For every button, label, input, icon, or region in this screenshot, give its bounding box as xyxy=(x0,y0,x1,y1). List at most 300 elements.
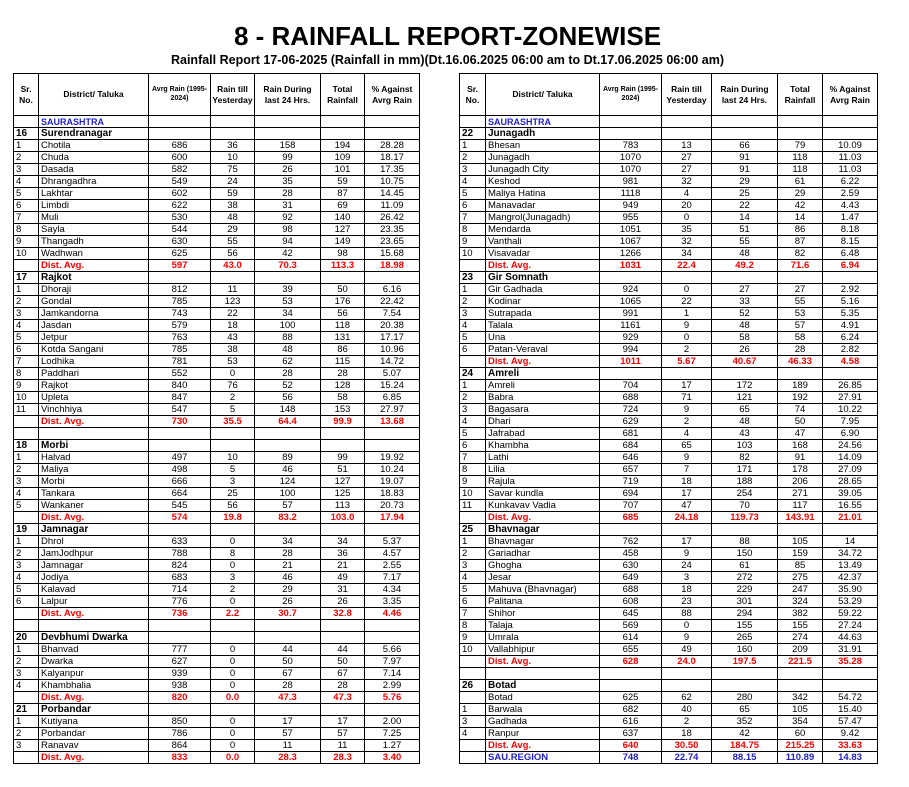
rain-during-cell: 172 xyxy=(712,380,778,392)
rain-during-cell: 98 xyxy=(255,224,321,236)
report-subtitle: Rainfall Report 17-06-2025 (Rainfall in mm)(Dt.16.06.2025 06:00 am to Dt.17.06.2025 06:00 am) xyxy=(170,53,725,67)
rain-till-cell: 0 xyxy=(211,668,255,680)
taluka-name: Junagadh City xyxy=(486,164,600,176)
sr-cell: 2 xyxy=(460,296,486,308)
taluka-row xyxy=(460,536,878,548)
taluka-row xyxy=(460,608,878,620)
total-cell: 118 xyxy=(778,152,823,164)
rain-during-cell: 49.2 xyxy=(712,260,778,272)
taluka-row xyxy=(14,236,420,248)
pct-cell: 18.83 xyxy=(365,488,420,500)
avg-rain-cell: 1070 xyxy=(600,164,662,176)
rain-during-cell: 42 xyxy=(255,248,321,260)
sr-cell xyxy=(14,752,39,764)
district-header-row xyxy=(460,680,878,692)
pct-cell: 2.82 xyxy=(823,344,878,356)
avg-rain-cell: 569 xyxy=(600,620,662,632)
taluka-row xyxy=(460,728,878,740)
sr-cell: 5 xyxy=(460,428,486,440)
taluka-name: Dhoraji xyxy=(39,284,149,296)
zone-empty-cell xyxy=(321,116,365,128)
pct-cell: 35.90 xyxy=(823,584,878,596)
taluka-name: Kotda Sangani xyxy=(39,344,149,356)
pct-cell: 5.37 xyxy=(365,536,420,548)
sr-cell: 7 xyxy=(460,608,486,620)
avg-rain-cell: 1065 xyxy=(600,296,662,308)
rain-till-cell: 7 xyxy=(662,464,712,476)
district-empty-cell xyxy=(321,704,365,716)
avg-rain-cell: 736 xyxy=(149,608,211,620)
taluka-name: Gir Gadhada xyxy=(486,284,600,296)
district-empty-cell xyxy=(255,440,321,452)
rain-during-cell: 26 xyxy=(712,344,778,356)
rain-during-cell: 46 xyxy=(255,464,321,476)
sr-cell: 5 xyxy=(14,584,39,596)
sr-cell: 6 xyxy=(14,344,39,356)
total-cell: 189 xyxy=(778,380,823,392)
total-cell: 105 xyxy=(778,704,823,716)
district-empty-cell xyxy=(321,440,365,452)
district-empty-cell xyxy=(321,524,365,536)
rain-till-cell: 38 xyxy=(211,344,255,356)
taluka-name: Dist. Avg. xyxy=(39,608,149,620)
rain-during-cell: 22 xyxy=(712,200,778,212)
avg-rain-cell: 694 xyxy=(600,488,662,500)
blank-cell xyxy=(460,668,486,680)
avg-rain-cell: 633 xyxy=(149,536,211,548)
rain-till-cell: 10 xyxy=(211,152,255,164)
district-empty-cell xyxy=(778,680,823,692)
rain-during-cell: 30.7 xyxy=(255,608,321,620)
pct-cell: 1.27 xyxy=(365,740,420,752)
rain-till-cell: 24 xyxy=(211,176,255,188)
avg-rain-cell: 707 xyxy=(600,500,662,512)
col-rain-during: Rain During last 24 Hrs. xyxy=(255,74,321,116)
avg-rain-cell: 785 xyxy=(149,296,211,308)
rain-till-cell: 22 xyxy=(211,308,255,320)
avg-rain-cell: 788 xyxy=(149,548,211,560)
district-empty-cell xyxy=(662,128,712,140)
sr-cell: 1 xyxy=(14,452,39,464)
district-empty-cell xyxy=(823,680,878,692)
rain-till-cell: 88 xyxy=(662,608,712,620)
taluka-row xyxy=(14,536,420,548)
sr-cell: 1 xyxy=(460,704,486,716)
sr-cell: 5 xyxy=(14,500,39,512)
avg-rain-cell: 582 xyxy=(149,164,211,176)
sr-cell: 3 xyxy=(14,164,39,176)
rain-during-cell: 83.2 xyxy=(255,512,321,524)
avg-rain-cell: 602 xyxy=(149,188,211,200)
avg-rain-cell: 645 xyxy=(600,608,662,620)
pct-cell: 10.75 xyxy=(365,176,420,188)
taluka-row xyxy=(460,224,878,236)
rain-till-cell: 24.0 xyxy=(662,656,712,668)
avg-rain-cell: 730 xyxy=(149,416,211,428)
rain-during-cell: 11 xyxy=(255,740,321,752)
total-cell: 131 xyxy=(321,332,365,344)
rain-during-cell: 62 xyxy=(255,356,321,368)
taluka-name: Gondal xyxy=(39,296,149,308)
pct-cell: 23.35 xyxy=(365,224,420,236)
rain-during-cell: 48 xyxy=(712,416,778,428)
district-empty-cell xyxy=(712,128,778,140)
avg-rain-cell: 785 xyxy=(149,344,211,356)
taluka-name: Gariadhar xyxy=(486,548,600,560)
rain-till-cell: 0 xyxy=(211,728,255,740)
avg-rain-cell: 629 xyxy=(600,416,662,428)
taluka-name: Jasdan xyxy=(39,320,149,332)
zone-row xyxy=(460,116,878,128)
taluka-name: Manavadar xyxy=(486,200,600,212)
rain-during-cell: 254 xyxy=(712,488,778,500)
zone-empty-cell xyxy=(712,116,778,128)
avg-rain-cell: 938 xyxy=(149,680,211,692)
taluka-name: Morbi xyxy=(39,476,149,488)
rain-till-cell: 34 xyxy=(662,248,712,260)
blank-cell xyxy=(321,620,365,632)
rain-till-cell: 22.4 xyxy=(662,260,712,272)
total-cell: 103.0 xyxy=(321,512,365,524)
district-empty-cell xyxy=(600,524,662,536)
sr-cell: 6 xyxy=(14,596,39,608)
district-name: Junagadh xyxy=(486,128,600,140)
total-cell: 382 xyxy=(778,608,823,620)
sr-cell: 3 xyxy=(14,560,39,572)
pct-cell: 2.59 xyxy=(823,188,878,200)
avg-rain-cell: 1067 xyxy=(600,236,662,248)
col-total: Total Rainfall xyxy=(321,74,365,116)
pct-cell: 6.24 xyxy=(823,332,878,344)
avg-rain-cell: 833 xyxy=(149,752,211,764)
rain-till-cell: 23 xyxy=(662,596,712,608)
district-empty-cell xyxy=(365,524,420,536)
avg-rain-cell: 574 xyxy=(149,512,211,524)
sr-cell xyxy=(460,260,486,272)
pct-cell: 4.46 xyxy=(365,608,420,620)
district-empty-cell xyxy=(662,272,712,284)
district-empty-cell xyxy=(365,704,420,716)
total-cell: 50 xyxy=(321,284,365,296)
rain-during-cell: 28 xyxy=(255,680,321,692)
total-cell: 44 xyxy=(321,644,365,656)
rain-till-cell: 4 xyxy=(662,428,712,440)
taluka-row xyxy=(460,296,878,308)
pct-cell: 5.16 xyxy=(823,296,878,308)
district-name: Jamnagar xyxy=(39,524,149,536)
taluka-name: Gadhada xyxy=(486,716,600,728)
taluka-name: Umrala xyxy=(486,632,600,644)
district-empty-cell xyxy=(149,632,211,644)
total-cell: 56 xyxy=(321,308,365,320)
total-cell: 159 xyxy=(778,548,823,560)
district-average-row xyxy=(14,512,420,524)
pct-cell: 17.35 xyxy=(365,164,420,176)
taluka-name: Mendarda xyxy=(486,224,600,236)
rain-during-cell: 265 xyxy=(712,632,778,644)
pct-cell: 7.25 xyxy=(365,728,420,740)
sr-cell xyxy=(460,512,486,524)
total-cell: 110.89 xyxy=(778,752,823,764)
sr-cell: 2 xyxy=(14,548,39,560)
district-header-row xyxy=(14,128,420,140)
total-cell: 28 xyxy=(321,368,365,380)
taluka-name: Jodiya xyxy=(39,572,149,584)
taluka-row xyxy=(460,140,878,152)
total-cell: 71.6 xyxy=(778,260,823,272)
taluka-name: Dist. Avg. xyxy=(39,512,149,524)
sr-cell: 4 xyxy=(14,572,39,584)
taluka-row xyxy=(460,200,878,212)
blank-cell xyxy=(365,620,420,632)
taluka-row xyxy=(460,320,878,332)
taluka-row xyxy=(14,656,420,668)
district-number: 24 xyxy=(460,368,486,380)
taluka-row xyxy=(460,332,878,344)
pct-cell: 27.24 xyxy=(823,620,878,632)
district-empty-cell xyxy=(600,368,662,380)
rain-till-cell: 2 xyxy=(662,416,712,428)
pct-cell: 39.05 xyxy=(823,488,878,500)
taluka-name: Tankara xyxy=(39,488,149,500)
taluka-name: Jamkandorna xyxy=(39,308,149,320)
district-number: 19 xyxy=(14,524,39,536)
taluka-name: Mangrol(Junagadh) xyxy=(486,212,600,224)
taluka-row xyxy=(460,620,878,632)
zone-sr-cell xyxy=(14,116,39,128)
total-cell: 221.5 xyxy=(778,656,823,668)
taluka-name: Keshod xyxy=(486,176,600,188)
col-avg-rain: Avrg Rain (1995-2024) xyxy=(149,74,211,116)
rain-during-cell: 188 xyxy=(712,476,778,488)
zone-empty-cell xyxy=(778,116,823,128)
total-cell: 61 xyxy=(778,176,823,188)
avg-rain-cell: 786 xyxy=(149,728,211,740)
total-cell: 206 xyxy=(778,476,823,488)
taluka-row xyxy=(14,476,420,488)
rain-during-cell: 40.67 xyxy=(712,356,778,368)
sr-cell: 9 xyxy=(14,236,39,248)
avg-rain-cell: 1161 xyxy=(600,320,662,332)
rain-till-cell: 9 xyxy=(662,404,712,416)
taluka-name: Dist. Avg. xyxy=(486,512,600,524)
sr-cell: 10 xyxy=(460,248,486,260)
district-empty-cell xyxy=(778,524,823,536)
district-number: 20 xyxy=(14,632,39,644)
taluka-name: Kunkavav Vadia xyxy=(486,500,600,512)
taluka-name: Upleta xyxy=(39,392,149,404)
sr-cell: 11 xyxy=(460,500,486,512)
district-empty-cell xyxy=(662,680,712,692)
rain-during-cell: 155 xyxy=(712,620,778,632)
avg-rain-cell: 646 xyxy=(600,452,662,464)
avg-rain-cell: 616 xyxy=(600,716,662,728)
total-cell: 46.33 xyxy=(778,356,823,368)
total-cell: 86 xyxy=(321,344,365,356)
taluka-row xyxy=(460,452,878,464)
avg-rain-cell: 597 xyxy=(149,260,211,272)
taluka-row xyxy=(460,152,878,164)
left-header-row xyxy=(14,74,420,116)
sr-cell: 9 xyxy=(460,476,486,488)
sr-cell: 2 xyxy=(14,464,39,476)
rain-till-cell: 8 xyxy=(211,548,255,560)
total-cell: 87 xyxy=(778,236,823,248)
district-name: Devbhumi Dwarka xyxy=(39,632,149,644)
district-empty-cell xyxy=(321,632,365,644)
pct-cell: 26.42 xyxy=(365,212,420,224)
sr-cell: 4 xyxy=(460,572,486,584)
taluka-row xyxy=(460,188,878,200)
taluka-row xyxy=(14,368,420,380)
avg-rain-cell: 1011 xyxy=(600,356,662,368)
total-cell: 101 xyxy=(321,164,365,176)
taluka-row xyxy=(14,560,420,572)
taluka-row xyxy=(14,248,420,260)
district-number: 23 xyxy=(460,272,486,284)
sr-cell: 2 xyxy=(460,392,486,404)
avg-rain-cell: 545 xyxy=(149,500,211,512)
total-cell: 11 xyxy=(321,740,365,752)
zone-empty-cell xyxy=(211,116,255,128)
district-average-row xyxy=(14,692,420,704)
taluka-name: Lodhika xyxy=(39,356,149,368)
district-name: Surendranagar xyxy=(39,128,149,140)
district-number: 25 xyxy=(460,524,486,536)
region-total-row xyxy=(460,752,878,764)
sr-cell: 3 xyxy=(14,740,39,752)
avg-rain-cell: 684 xyxy=(600,440,662,452)
rain-till-cell: 4 xyxy=(662,188,712,200)
sr-cell: 4 xyxy=(14,488,39,500)
taluka-name: Kalyanpur xyxy=(39,668,149,680)
sr-cell xyxy=(14,416,39,428)
rain-till-cell: 19.8 xyxy=(211,512,255,524)
pct-cell: 31.91 xyxy=(823,644,878,656)
rain-during-cell: 34 xyxy=(255,308,321,320)
pct-cell: 14.83 xyxy=(823,752,878,764)
district-empty-cell xyxy=(662,368,712,380)
total-cell: 153 xyxy=(321,404,365,416)
taluka-name: Palitana xyxy=(486,596,600,608)
district-header-row xyxy=(14,272,420,284)
taluka-row xyxy=(14,164,420,176)
district-empty-cell xyxy=(365,440,420,452)
avg-rain-cell: 600 xyxy=(149,152,211,164)
rain-till-cell: 18 xyxy=(662,476,712,488)
taluka-name: Sutrapada xyxy=(486,308,600,320)
taluka-row xyxy=(14,452,420,464)
sr-cell: 5 xyxy=(460,332,486,344)
taluka-row xyxy=(14,464,420,476)
total-cell: 59 xyxy=(321,176,365,188)
total-cell: 50 xyxy=(778,416,823,428)
avg-rain-cell: 748 xyxy=(600,752,662,764)
rain-till-cell: 24 xyxy=(662,560,712,572)
avg-rain-cell: 743 xyxy=(149,308,211,320)
rain-till-cell: 29 xyxy=(211,224,255,236)
rain-till-cell: 18 xyxy=(662,584,712,596)
taluka-row xyxy=(460,284,878,296)
avg-rain-cell: 1070 xyxy=(600,152,662,164)
taluka-name: Khambha xyxy=(486,440,600,452)
rain-during-cell: 17 xyxy=(255,716,321,728)
rain-till-cell: 17 xyxy=(662,380,712,392)
sr-cell: 7 xyxy=(14,356,39,368)
district-empty-cell xyxy=(211,632,255,644)
taluka-row xyxy=(460,572,878,584)
taluka-name: Dist. Avg. xyxy=(486,356,600,368)
district-empty-cell xyxy=(365,632,420,644)
district-average-row xyxy=(14,752,420,764)
avg-rain-cell: 1031 xyxy=(600,260,662,272)
district-name: Morbi xyxy=(39,440,149,452)
taluka-name: Dist. Avg. xyxy=(486,740,600,752)
taluka-name: Wankaner xyxy=(39,500,149,512)
avg-rain-cell: 685 xyxy=(600,512,662,524)
district-empty-cell xyxy=(600,680,662,692)
sr-cell xyxy=(460,356,486,368)
sr-cell: 6 xyxy=(460,200,486,212)
rain-till-cell: 56 xyxy=(211,500,255,512)
taluka-name: Thangadh xyxy=(39,236,149,248)
avg-rain-cell: 864 xyxy=(149,740,211,752)
total-cell: 79 xyxy=(778,140,823,152)
total-cell: 128 xyxy=(321,380,365,392)
rain-during-cell: 272 xyxy=(712,572,778,584)
total-cell: 105 xyxy=(778,536,823,548)
rain-till-cell: 0.0 xyxy=(211,692,255,704)
rain-till-cell: 24.18 xyxy=(662,512,712,524)
rain-during-cell: 100 xyxy=(255,488,321,500)
pct-cell: 27.09 xyxy=(823,464,878,476)
rain-till-cell: 27 xyxy=(662,152,712,164)
rain-during-cell: 28 xyxy=(255,188,321,200)
district-empty-cell xyxy=(211,440,255,452)
sr-cell: 5 xyxy=(14,188,39,200)
sr-cell: 4 xyxy=(460,728,486,740)
district-empty-cell xyxy=(823,128,878,140)
total-cell: 17 xyxy=(321,716,365,728)
taluka-row xyxy=(14,572,420,584)
rain-during-cell: 46 xyxy=(255,572,321,584)
taluka-row xyxy=(14,296,420,308)
avg-rain-cell: 939 xyxy=(149,668,211,680)
taluka-name: Maliya Hatina xyxy=(486,188,600,200)
district-empty-cell xyxy=(712,272,778,284)
taluka-name: Muli xyxy=(39,212,149,224)
pct-cell: 19.92 xyxy=(365,452,420,464)
rain-till-cell: 17 xyxy=(662,536,712,548)
district-empty-cell xyxy=(211,704,255,716)
taluka-row xyxy=(460,704,878,716)
pct-cell: 54.72 xyxy=(823,692,878,704)
rain-till-cell: 2 xyxy=(211,392,255,404)
taluka-row xyxy=(460,392,878,404)
rain-till-cell: 9 xyxy=(662,320,712,332)
rain-during-cell: 65 xyxy=(712,704,778,716)
sr-cell: 6 xyxy=(460,440,486,452)
taluka-row xyxy=(460,500,878,512)
pct-cell: 26.85 xyxy=(823,380,878,392)
rain-during-cell: 25 xyxy=(712,188,778,200)
rain-till-cell: 10 xyxy=(211,452,255,464)
avg-rain-cell: 719 xyxy=(600,476,662,488)
rain-during-cell: 88.15 xyxy=(712,752,778,764)
blank-cell xyxy=(211,620,255,632)
avg-rain-cell: 630 xyxy=(600,560,662,572)
blank-cell xyxy=(255,428,321,440)
